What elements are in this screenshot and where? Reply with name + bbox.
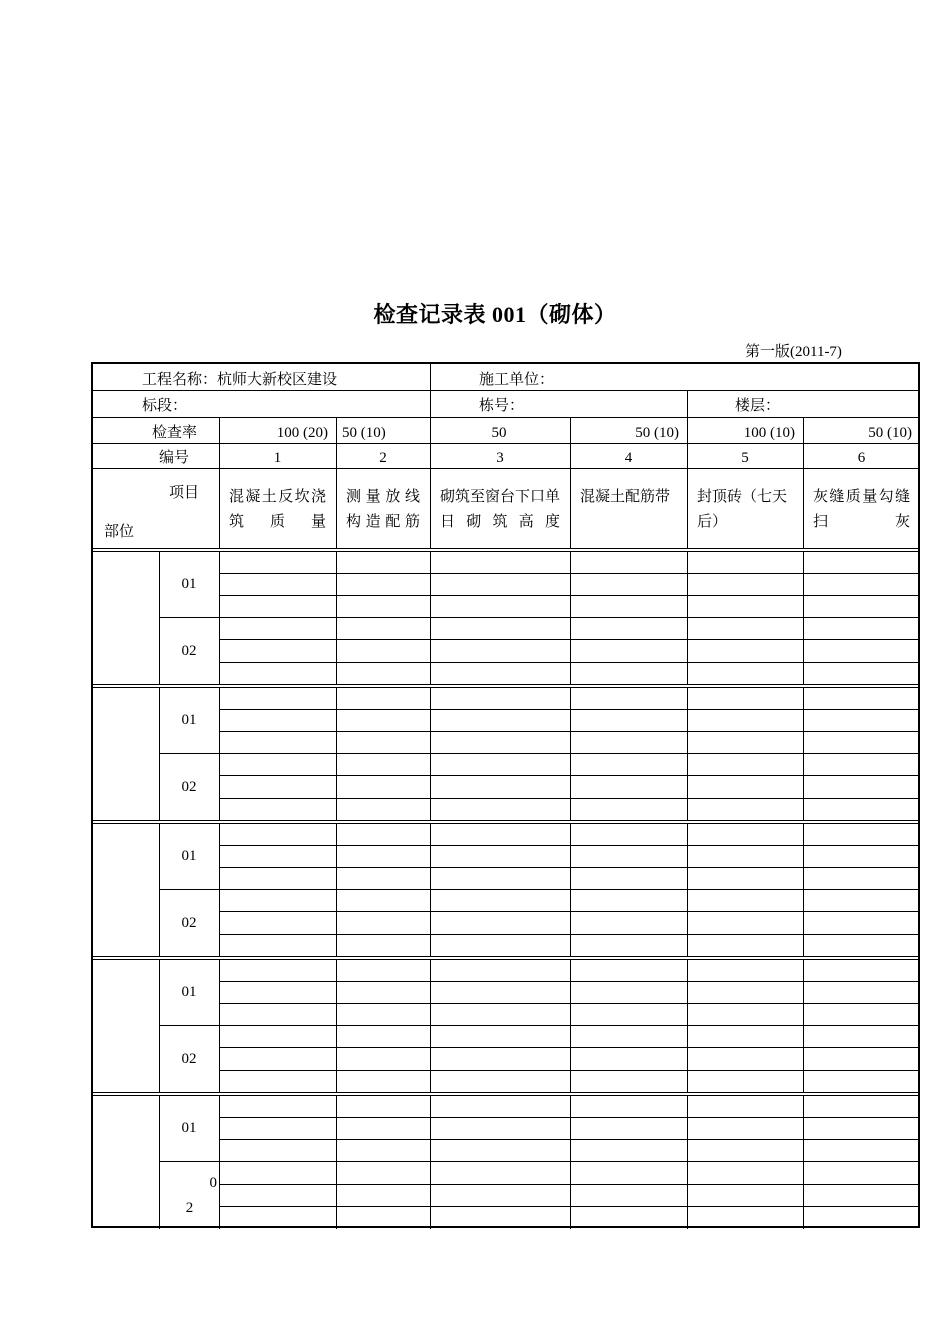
item-name-2: 测量放线构造配筋 [346,489,420,530]
inspection-table [91,362,920,1228]
position-label: 部位 [104,524,135,540]
data-row-line [219,1184,920,1185]
data-row-line [219,1003,920,1004]
group-separator-line [93,820,920,821]
column-line [687,417,688,548]
subgroup-line [159,1161,920,1162]
data-row-line [219,639,920,640]
sub-position-label: 02 [181,1051,197,1067]
data-row-line [219,1206,920,1207]
subgroup-line [159,617,920,618]
inspection-rate-6: 50 (10) [868,425,912,441]
column-line [803,1095,804,1229]
column-number-4: 4 [624,450,633,466]
inspection-rate-3: 50 [491,425,507,441]
group-separator-line [93,687,920,688]
data-row-line [219,1047,920,1048]
column-line [430,364,431,417]
column-line [336,1095,337,1229]
building-number-label: 栋号： [479,398,525,414]
subgroup-line [159,753,920,754]
row-line [93,468,920,469]
inspection-rate-4: 50 (10) [635,425,679,441]
column-line [430,417,431,548]
data-row-line [219,709,920,710]
row-line [93,390,920,391]
item-name-5: 封顶砖（七天后） [697,489,788,530]
row-line [93,417,920,418]
sub-position-label: 01 [181,712,197,728]
column-line [687,390,688,417]
column-line [219,417,220,548]
data-row-line [219,662,920,663]
item-name-6: 灰缝质量勾缝扫灰 [813,489,910,530]
sub-position-label: 01 [181,1120,197,1136]
row-line [93,443,920,444]
header-bottom-line [93,548,920,549]
sub-position-label [162,1171,217,1221]
section-label: 标段： [142,398,188,414]
data-row-line [219,775,920,776]
sub-position-label: 01 [181,576,197,592]
group-separator-line [93,684,920,685]
data-row-line [219,1117,920,1118]
item-name-4: 混凝土配筋带 [580,489,671,505]
contractor-label: 施工单位： [479,372,555,388]
sub-position-label: 01 [181,848,197,864]
sub-position-label-part: 0 [209,1175,217,1191]
column-line [219,1095,220,1229]
item-name-3: 砌筑至窗台下口单日砌筑高度 [440,489,561,530]
inspection-rate-5: 100 (10) [743,425,795,441]
column-line [336,417,337,548]
data-row-line [219,845,920,846]
version-label: 第一版(2011-7) [745,344,842,360]
item-name-1: 混凝土反坎浇筑质量 [229,489,326,530]
sub-position-label-part: 2 [185,1200,194,1216]
subgroup-line [159,889,920,890]
data-row-line [219,867,920,868]
floor-label: 楼层： [735,398,781,414]
column-line [687,1095,688,1229]
header-bottom-line [93,551,920,552]
sub-position-label: 01 [181,984,197,1000]
item-label: 项目 [169,485,200,501]
data-row-line [219,595,920,596]
data-row-line [219,573,920,574]
group-separator-line [93,823,920,824]
page-title: 检查记录表 001（砌体） [373,302,617,327]
sub-position-label: 02 [181,779,197,795]
inspection-rate-label: 检查率 [152,425,198,441]
sub-position-label: 02 [181,643,197,659]
column-number-2: 2 [379,450,387,466]
sub-position-label: 02 [181,915,197,931]
data-row-line [219,911,920,912]
column-line [803,417,804,548]
group-separator-line [93,1092,920,1093]
column-line [430,1095,431,1229]
column-number-6: 6 [857,450,866,466]
data-row-line [219,798,920,799]
data-row-line [219,981,920,982]
data-row-line [219,934,920,935]
data-row-line [219,1139,920,1140]
column-number-1: 1 [273,450,282,466]
number-label: 编号 [159,450,190,466]
data-row-line [219,1070,920,1071]
column-number-5: 5 [741,450,749,466]
inspection-rate-2: 50 (10) [342,425,386,441]
data-row-line [219,731,920,732]
group-separator-line [93,956,920,957]
column-number-3: 3 [496,450,504,466]
subgroup-line [159,1025,920,1026]
project-name-label: 工程名称：杭师大新校区建设 [142,372,338,388]
group-separator-line [93,1095,920,1096]
inspection-rate-1: 100 (20) [276,425,328,441]
group-separator-line [93,959,920,960]
position-column-line [159,1095,160,1229]
column-line [570,417,571,548]
column-line [570,1095,571,1229]
